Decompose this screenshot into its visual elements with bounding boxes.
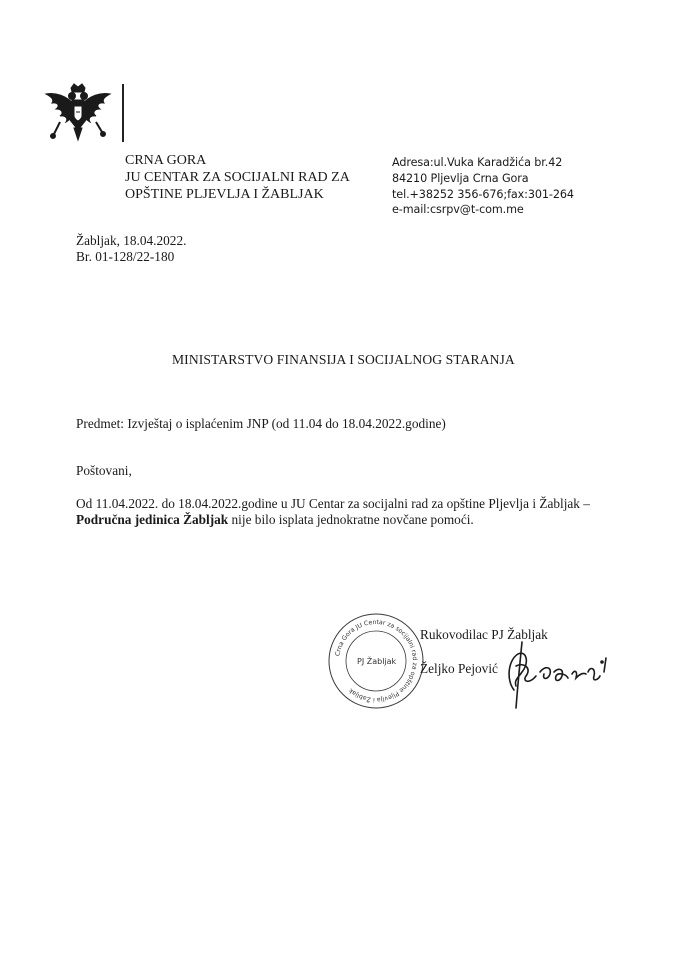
svg-text:Crna Gora JU Centar za socijal: Crna Gora JU Centar za socijalni rad za opštine Pljevlja i Žabljak <box>334 618 419 704</box>
salutation: Poštovani, <box>76 463 132 478</box>
subject-line: Predmet: Izvještaj o isplaćenim JNP (od 11.04 do 18.04.2022.godine) <box>76 416 446 431</box>
signatory-title: Rukovodilac PJ Žabljak <box>420 627 548 642</box>
recipient: MINISTARSTVO FINANSIJA I SOCIJALNOG STARANJA <box>172 352 515 367</box>
handwritten-signature <box>496 632 620 712</box>
place-date: Žabljak, 18.04.2022. <box>76 233 187 248</box>
institution-name-line1: JU CENTAR ZA SOCIJALNI RAD ZA <box>125 170 350 185</box>
header-divider <box>122 84 124 142</box>
body-line-2 <box>76 512 474 528</box>
body-line-1: Od 11.04.2022. do 18.04.2022.godine u JU Centar za socijalni rad za opštine Pljevlja i Žabljak – <box>76 496 590 511</box>
institution-name-line2: OPŠTINE PLJEVLJA I ŽABLJAK <box>125 187 324 202</box>
body-line-2-rest: nije bilo isplata jednokratne novčane pomoći. <box>228 512 474 527</box>
stamp-center-text: PJ Žabljak <box>357 657 397 666</box>
unit-name-bold: Područna jedinica Žabljak <box>76 512 229 527</box>
coat-of-arms-icon <box>38 82 118 154</box>
document-number: Br. 01-128/22-180 <box>76 249 175 264</box>
address-city: 84210 Pljevlja Crna Gora <box>392 172 529 185</box>
address-street: Adresa:ul.Vuka Karadžića br.42 <box>392 156 563 169</box>
signatory-name: Željko Pejović <box>420 661 498 676</box>
country-name: CRNA GORA <box>125 153 207 168</box>
address-phone-fax: tel.+38252 356-676;fax:301-264 <box>392 188 574 201</box>
address-email: e-mail:csrpv@t-com.me <box>392 203 524 216</box>
